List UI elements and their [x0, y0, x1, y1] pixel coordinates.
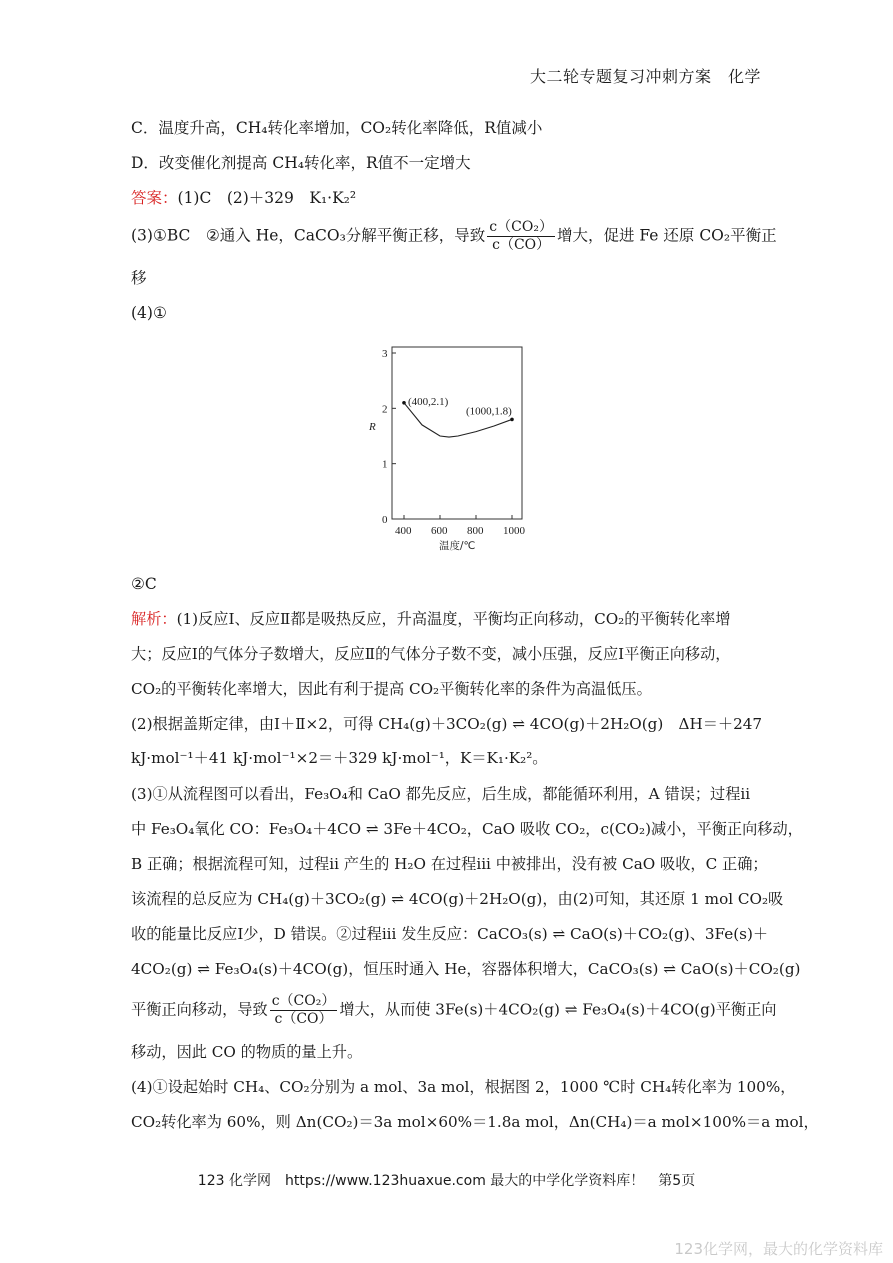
- analysis-fraction-numerator: c（CO₂）: [271, 993, 336, 1009]
- analysis-line-1: [131, 608, 731, 629]
- analysis-line-14: (4)①设起始时 CH₄、CO₂分别为 a mol、3a mol，根据图 2，1000 ℃时 CH₄转化率为 100%，: [131, 1078, 796, 1096]
- answer-line-2: [131, 219, 777, 254]
- x-axis-label: 温度/℃: [439, 540, 476, 552]
- answer-text-1: (1)C (2)＋329 K₁·K₂²: [177, 189, 357, 207]
- analysis-line-7: 中 Fe₃O₄氧化 CO：Fe₃O₄＋4CO ⇌ 3Fe＋4CO₂，CaO 吸收 CO₂，c(CO₂)减小，平衡正向移动，: [131, 820, 803, 838]
- x-tick-label: 400: [395, 525, 412, 537]
- answer-line-1: [131, 186, 356, 208]
- analysis-label: 解析：: [131, 610, 177, 628]
- answer-line-4: (4)①: [131, 304, 167, 322]
- y-tick-label: 2: [382, 403, 388, 416]
- option-c: C．温度升高，CH₄转化率增加，CO₂转化率降低，R值减小: [131, 119, 543, 137]
- page-footer: 123 化学网 https://www.123huaxue.com 最大的中学化学资料库！ 第5页: [197, 1173, 696, 1189]
- data-point: [510, 418, 514, 422]
- y-tick-label: 3: [382, 348, 388, 360]
- answer-text-2-pre: (3)①BC ②通入 He，CaCO₃分解平衡正移，导致: [131, 226, 486, 245]
- answer-line-5: ②C: [131, 575, 157, 593]
- page-header: 大二轮专题复习冲刺方案 化学: [529, 67, 761, 86]
- r-temperature-chart: [360, 338, 540, 558]
- analysis-line-5: kJ·mol⁻¹＋41 kJ·mol⁻¹×2＝＋329 kJ·mol⁻¹，K＝K₁·K₂²。: [131, 749, 548, 767]
- point-annotation: (400,2.1): [408, 395, 449, 408]
- analysis-line-2: 大；反应Ⅰ的气体分子数增大，反应Ⅱ的气体分子数不变，减小压强，反应Ⅰ平衡正向移动，: [131, 645, 731, 663]
- analysis-fraction-denominator: c（CO）: [274, 1011, 333, 1027]
- analysis-line-8: B 正确；根据流程可知，过程ii 产生的 H₂O 在过程iii 中被排出，没有被 CaO 吸收，C 正确；: [131, 855, 768, 873]
- analysis-line-6: (3)①从流程图可以看出，Fe₃O₄和 CaO 都先反应，后生成，都能循环利用，A 错误；过程ii: [131, 785, 751, 803]
- analysis-line-9: 该流程的总反应为 CH₄(g)＋3CO₂(g) ⇌ 4CO(g)＋2H₂O(g)，由(2)可知，其还原 1 mol CO₂吸: [131, 890, 784, 908]
- answer-line-3: 移: [131, 269, 147, 287]
- ratio-fraction: [487, 219, 555, 254]
- analysis-text-1: (1)反应Ⅰ、反应Ⅱ都是吸热反应，升高温度，平衡均正向移动，CO₂的平衡转化率增: [176, 610, 731, 628]
- y-tick-label: 1: [382, 458, 388, 471]
- analysis-text-12-post: 增大，从而使 3Fe(s)＋4CO₂(g) ⇌ Fe₃O₄(s)＋4CO(g)平衡正向: [339, 1000, 777, 1019]
- analysis-line-12: [131, 993, 776, 1028]
- analysis-line-13: 移动，因此 CO 的物质的量上升。: [131, 1043, 363, 1061]
- x-tick-label: 600: [431, 525, 448, 537]
- analysis-line-3: CO₂的平衡转化率增大，因此有利于提高 CO₂平衡转化率的条件为高温低压。: [131, 680, 652, 698]
- analysis-line-10: 收的能量比反应Ⅰ少，D 错误。②过程iii 发生反应：CaCO₃(s) ⇌ CaO(s)＋CO₂(g)、3Fe(s)＋: [131, 925, 769, 943]
- y-axis-label: R: [369, 421, 376, 433]
- data-point: [402, 401, 406, 405]
- analysis-line-11: 4CO₂(g) ⇌ Fe₃O₄(s)＋4CO(g)，恒压时通入 He，容器体积增大，CaCO₃(s) ⇌ CaO(s)＋CO₂(g): [131, 960, 801, 978]
- fraction-denominator: c（CO）: [492, 237, 551, 253]
- fraction-numerator: c（CO₂）: [489, 219, 553, 235]
- chart-frame: [392, 347, 522, 519]
- point-annotation: (1000,1.8): [466, 405, 512, 418]
- analysis-ratio-fraction: [270, 993, 338, 1028]
- analysis-line-15: CO₂转化率为 60%，则 Δn(CO₂)＝3a mol×60%＝1.8a mol，Δn(CH₄)＝a mol×100%＝a mol，: [131, 1113, 819, 1131]
- watermark: 123化学网，最大的化学资料库: [674, 1240, 883, 1258]
- x-tick-label: 1000: [503, 525, 525, 537]
- y-tick-label: 0: [382, 514, 388, 526]
- analysis-text-12-pre: 平衡正向移动，导致: [131, 1000, 268, 1019]
- analysis-line-4: (2)根据盖斯定律，由Ⅰ＋Ⅱ×2，可得 CH₄(g)＋3CO₂(g) ⇌ 4CO(g)＋2H₂O(g) ΔH＝＋247: [131, 715, 763, 733]
- answer-text-2-post: 增大，促进 Fe 还原 CO₂平衡正: [556, 226, 777, 245]
- answer-label: 答案：: [131, 189, 178, 207]
- x-tick-label: 800: [467, 525, 484, 537]
- option-d: D．改变催化剂提高 CH₄转化率，R值不一定增大: [131, 154, 471, 172]
